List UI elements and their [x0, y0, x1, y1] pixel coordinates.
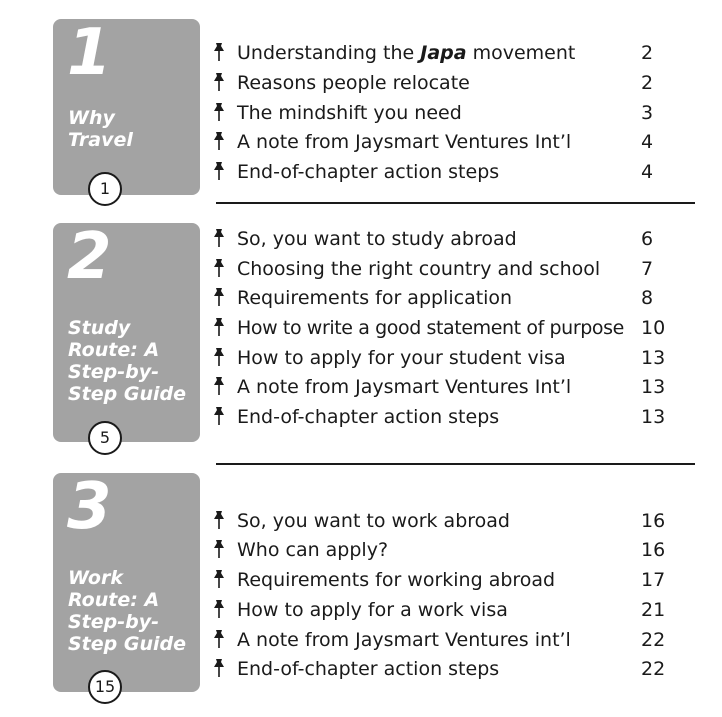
entry-title: So, you want to work abroad: [237, 510, 510, 532]
entry-title-part: movement: [466, 42, 576, 64]
pushpin-icon: [213, 569, 225, 589]
entry-title: Reasons people relocate: [237, 72, 470, 94]
entry-page-number: 22: [641, 629, 666, 651]
entry-title-part: Understanding the: [237, 42, 421, 64]
chapter-start-page: 5: [88, 421, 122, 455]
toc-entry[interactable]: [213, 625, 673, 655]
pushpin-icon: [213, 161, 225, 181]
entry-page-number: 2: [641, 42, 654, 64]
pushpin-icon: [213, 228, 225, 248]
entry-page-number: 2: [641, 72, 654, 94]
toc-entry[interactable]: [213, 98, 673, 128]
toc-entry[interactable]: [213, 254, 673, 284]
pushpin-icon: [213, 539, 225, 559]
entry-page-number: 3: [641, 102, 654, 124]
toc-entry[interactable]: [213, 654, 673, 684]
entry-page-number: 4: [641, 161, 654, 183]
entry-title: End-of-chapter action steps: [237, 658, 500, 680]
chapter-number: 2: [67, 220, 112, 294]
pushpin-icon: [213, 258, 225, 278]
entry-title: Requirements for application: [237, 287, 513, 309]
entry-page-number: 16: [641, 539, 666, 561]
chapter-1-card: [53, 16, 200, 195]
entry-page-number: 16: [641, 510, 666, 532]
toc-entry[interactable]: [213, 38, 673, 68]
entry-page-number: 13: [641, 347, 666, 369]
entry-title: [237, 38, 575, 68]
entry-title: A note from Jaysmart Ventures int’l: [237, 629, 571, 651]
entry-title: A note from Jaysmart Ventures Int’l: [237, 131, 572, 153]
entry-title: A note from Jaysmart Ventures Int’l: [237, 376, 572, 398]
entry-title: How to write a good statement of purpose: [237, 317, 624, 339]
chapter-3-card: [53, 470, 200, 692]
pushpin-icon: [213, 510, 225, 530]
entry-page-number: 7: [641, 258, 654, 280]
toc-entry[interactable]: [213, 343, 673, 373]
toc-entry[interactable]: [213, 535, 673, 565]
entry-page-number: 21: [641, 599, 666, 621]
entry-title: End-of-chapter action steps: [237, 161, 500, 183]
toc-entry[interactable]: [213, 402, 673, 432]
pushpin-icon: [213, 406, 225, 426]
toc-entry[interactable]: [213, 372, 673, 402]
chapter-2-card: [53, 220, 200, 442]
entry-page-number: 10: [641, 317, 666, 339]
pushpin-icon: [213, 72, 225, 92]
pushpin-icon: [213, 131, 225, 151]
entry-page-number: 8: [641, 287, 654, 309]
entry-title: Who can apply?: [237, 539, 389, 561]
section-divider: [216, 463, 695, 465]
entry-title: Choosing the right country and school: [237, 258, 601, 280]
chapter-number: 3: [67, 470, 112, 544]
chapter-title: Why Travel: [68, 107, 133, 151]
toc-entry[interactable]: [213, 68, 673, 98]
section-divider: [216, 202, 695, 204]
toc-entry[interactable]: [213, 565, 673, 595]
entry-title: So, you want to study abroad: [237, 228, 517, 250]
chapter-start-page: 15: [88, 670, 122, 704]
toc-entry[interactable]: [213, 283, 673, 313]
entry-title: The mindshift you need: [237, 102, 462, 124]
chapter-start-page: 1: [88, 172, 122, 206]
entry-page-number: 17: [641, 569, 666, 591]
pushpin-icon: [213, 317, 225, 337]
entry-page-number: 13: [641, 376, 666, 398]
pushpin-icon: [213, 287, 225, 307]
toc-entry[interactable]: [213, 506, 673, 536]
chapter-title: Study Route: A Step-by- Step Guide: [68, 317, 186, 405]
toc-entry[interactable]: [213, 157, 673, 187]
entry-page-number: 22: [641, 658, 666, 680]
pushpin-icon: [213, 102, 225, 122]
pushpin-icon: [213, 599, 225, 619]
pushpin-icon: [213, 42, 225, 62]
chapter-number: 1: [67, 16, 112, 90]
entry-page-number: 6: [641, 228, 654, 250]
entry-title: How to apply for your student visa: [237, 347, 566, 369]
entry-page-number: 13: [641, 406, 666, 428]
entry-title: Requirements for working abroad: [237, 569, 556, 591]
entry-title-emphasis: Japa: [420, 42, 467, 64]
entry-title: How to apply for a work visa: [237, 599, 508, 621]
pushpin-icon: [213, 629, 225, 649]
toc-entry[interactable]: [213, 313, 673, 343]
toc-entry[interactable]: [213, 127, 673, 157]
pushpin-icon: [213, 658, 225, 678]
entry-page-number: 4: [641, 131, 654, 153]
pushpin-icon: [213, 347, 225, 367]
toc-entry[interactable]: [213, 224, 673, 254]
toc-entry[interactable]: [213, 595, 673, 625]
pushpin-icon: [213, 376, 225, 396]
entry-title: End-of-chapter action steps: [237, 406, 500, 428]
chapter-title: Work Route: A Step-by- Step Guide: [68, 567, 186, 655]
